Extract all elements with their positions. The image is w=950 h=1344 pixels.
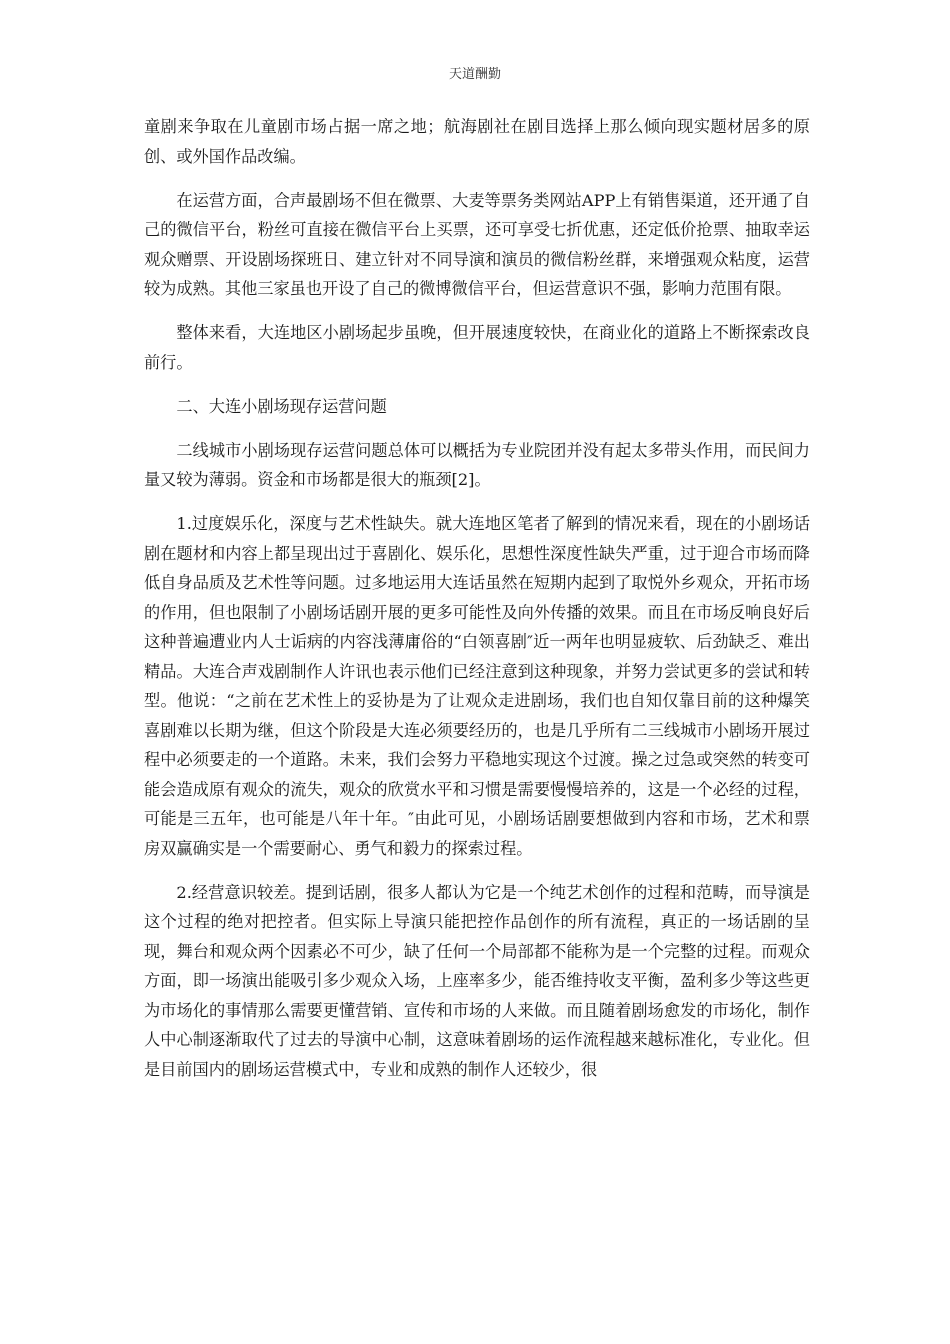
section-heading: 二、大连小剧场现存运营问题 bbox=[176, 396, 387, 416]
paragraph: 童剧来争取在儿童剧市场占据一席之地；航海剧社在剧目选择上那么倾向现实题材居多的原创、或外国作品改编。 bbox=[144, 117, 810, 166]
paragraph: 整体来看，大连地区小剧场起步虽晚，但开展速度较快，在商业化的道路上不断探索改良前行。 bbox=[144, 323, 810, 372]
paragraph: 2.经营意识较差。提到话剧，很多人都认为它是一个纯艺术创作的过程和范畴，而导演是这个过程的绝对把控者。但实际上导演只能把控作品创作的所有流程，真正的一场话剧的呈现，舞台和观众两个因素必不可少，缺了任何一个局部都不能称为是一个完整的过程。而观众方面，即一场演出能吸引多少观众入场，上座率多少，能否维持收支平衡，盈利多少等这些更为市场化的事情那么需要更懂营销、宣传和市场的人来做。而且随着剧场愈发的市场化，制作人中心制逐渐取代了过去的导演中心制，这意味着剧场的运作流程越来越标准化，专业化。但是目前国内的剧场运营模式中，专业和成熟的制作人还较少，很 bbox=[144, 882, 810, 1079]
paragraph: 二线城市小剧场现存运营问题总体可以概括为专业院团并没有起太多带头作用，而民间力量又较为薄弱。资金和市场都是很大的瓶颈[2]。 bbox=[144, 440, 810, 489]
paragraph: 在运营方面，合声最剧场不但在微票、大麦等票务类网站APP上有销售渠道，还开通了自己的微信平台，粉丝可直接在微信平台上买票，还可享受七折优惠，还定低价抢票、抽取幸运观众赠票、开设剧场探班日、建立针对不同导演和演员的微信粉丝群，来增强观众粘度，运营较为成熟。其他三家虽也开设了自己的微博微信平台，但运营意识不强，影响力范围有限。 bbox=[144, 190, 810, 298]
page-header: 天道酬勤 bbox=[448, 67, 501, 82]
document-body bbox=[144, 112, 810, 1099]
paragraph: 1.过度娱乐化，深度与艺术性缺失。就大连地区笔者了解到的情况来看，现在的小剧场话剧在题材和内容上都呈现出过于喜剧化、娱乐化，思想性深度性缺失严重，过于迎合市场而降低自身品质及艺术性等问题。过多地运用大连话虽然在短期内起到了取悦外乡观众，开拓市场的作用，但也限制了小剧场话剧开展的更多可能性及向外传播的效果。而且在市场反响良好后这种普遍遭业内人士诟病的内容浅薄庸俗的“白领喜剧″近一两年也明显疲软、后劲缺乏、难出精品。大连合声戏剧制作人许讯也表示他们已经注意到这种现象，并努力尝试更多的尝试和转型。他说：“之前在艺术性上的妥协是为了让观众走进剧场，我们也自知仅靠目前的这种爆笑喜剧难以长期为继，但这个阶段是大连必须要经历的，也是几乎所有二三线城市小剧场开展过程中必须要走的一个道路。未来，我们会努力平稳地实现这个过渡。操之过急或突然的转变可能会造成原有观众的流失，观众的欣赏水平和习惯是需要慢慢培养的，这是一个必经的过程，可能是三五年，也可能是八年十年。″由此可见，小剧场话剧要想做到内容和市场，艺术和票房双赢确实是一个需要耐心、勇气和毅力的探索过程。 bbox=[144, 514, 810, 858]
